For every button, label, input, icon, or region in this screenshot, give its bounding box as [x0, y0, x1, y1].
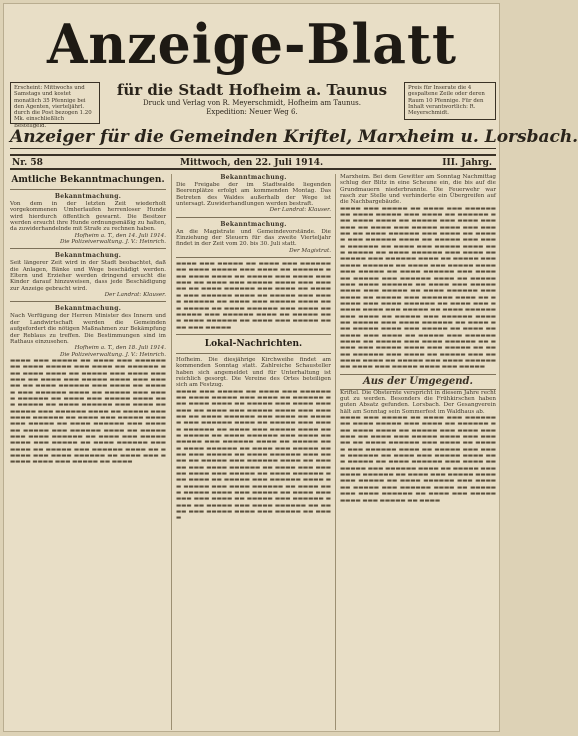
column-3	[335, 174, 496, 730]
notice-text: An die Magistrate und Gemeindevorstände. Die Einziehung der Steuern für das zweite Vierteljahr findet in der Zeit vom 20. bis 30. Juli statt.	[176, 228, 331, 248]
notice-heading: Bekanntmachung.	[54, 193, 122, 200]
issue-number: Nr. 58	[12, 158, 43, 168]
masthead	[12, 14, 492, 76]
divider	[10, 301, 166, 302]
body-text-filler: ▬▬▬▬ ▬▬▬ ▬▬▬▬▬ ▬▬ ▬▬▬▬ ▬▬▬ ▬▬▬▬▬▬ ▬▬ ▬▬▬▬ ▬▬▬▬▬ ▬▬▬ ▬▬▬▬ ▬▬ ▬▬▬▬▬▬ ▬▬▬ ▬▬▬▬ ▬▬▬▬ ▬▬ ▬▬▬▬▬ ▬▬▬ ▬▬▬▬ ▬▬▬▬▬▬ ▬▬ ▬▬▬▬ ▬▬▬ ▬▬▬▬▬ ▬▬▬▬ ▬▬▬ ▬▬▬▬▬ ▬▬ ▬▬▬▬ ▬▬▬▬▬▬ ▬▬▬ ▬▬▬▬ ▬▬ ▬▬▬▬▬ ▬▬▬ ▬▬▬▬▬▬ ▬▬▬▬ ▬▬ ▬▬▬▬▬ ▬▬▬ ▬▬▬▬ ▬▬▬▬▬▬ ▬▬ ▬▬▬▬ ▬▬▬ ▬▬▬▬▬ ▬▬▬▬ ▬▬▬ ▬▬▬▬▬ ▬▬ ▬▬▬▬ ▬▬▬▬▬▬ ▬▬▬ ▬▬▬▬ ▬▬ ▬▬▬▬▬ ▬▬▬ ▬▬▬▬▬▬ ▬▬▬▬ ▬▬ ▬▬▬▬▬ ▬▬▬ ▬▬▬▬ ▬▬▬▬▬▬ ▬▬ ▬▬▬▬ ▬▬▬ ▬▬▬▬▬ ▬▬▬▬ ▬▬▬ ▬▬▬▬▬ ▬▬ ▬▬▬▬ ▬▬▬▬▬▬ ▬▬▬ ▬▬▬▬ ▬▬ ▬▬▬▬▬ ▬▬▬ ▬▬▬▬▬▬ ▬▬▬▬ ▬▬ ▬▬▬▬▬ ▬▬▬ ▬▬▬▬ ▬▬▬▬▬▬ ▬▬ ▬▬▬▬ ▬▬▬ ▬▬▬▬▬ ▬▬▬▬ ▬▬▬ ▬▬▬▬▬ ▬▬ ▬▬▬▬	[340, 415, 496, 504]
dateline	[10, 154, 496, 170]
notice-text: Nach Verfügung der Herren Minister des Innern und der Landwirtschaft werden die Gemeinden aufgefordert die nötigen Maßnahmen zur Bekämpfung der Reblaus zu treffen. Die Bestimmungen sind im Rathaus einzusehen.	[10, 313, 166, 345]
notice-heading: Bekanntmachung.	[54, 305, 122, 313]
notice-signature: Der Landrat: Klauser.	[269, 207, 331, 214]
body-text-filler: ▬▬▬▬ ▬▬▬ ▬▬▬▬▬ ▬▬ ▬▬▬▬ ▬▬▬ ▬▬▬▬▬▬ ▬▬ ▬▬▬▬ ▬▬▬▬▬ ▬▬▬ ▬▬▬▬ ▬▬ ▬▬▬▬▬▬ ▬▬▬ ▬▬▬▬ ▬▬▬▬ ▬▬ ▬▬▬▬▬ ▬▬▬ ▬▬▬▬ ▬▬▬▬▬▬ ▬▬ ▬▬▬▬ ▬▬▬ ▬▬▬▬▬ ▬▬▬▬ ▬▬▬ ▬▬▬▬▬ ▬▬ ▬▬▬▬ ▬▬▬▬▬▬ ▬▬▬ ▬▬▬▬ ▬▬ ▬▬▬▬▬ ▬▬▬ ▬▬▬▬▬▬ ▬▬▬▬ ▬▬ ▬▬▬▬▬ ▬▬▬ ▬▬▬▬ ▬▬▬▬▬▬ ▬▬ ▬▬▬▬ ▬▬▬ ▬▬▬▬▬ ▬▬▬▬ ▬▬▬ ▬▬▬▬▬ ▬▬ ▬▬▬▬ ▬▬▬▬▬▬ ▬▬▬ ▬▬▬▬ ▬▬ ▬▬▬▬▬ ▬▬▬ ▬▬▬▬▬▬ ▬▬▬▬ ▬▬ ▬▬▬▬▬ ▬▬▬ ▬▬▬▬ ▬▬▬▬▬▬ ▬▬ ▬▬▬▬ ▬▬▬ ▬▬▬▬▬ ▬▬▬▬ ▬▬▬ ▬▬▬▬▬ ▬▬ ▬▬▬▬ ▬▬▬▬▬▬ ▬▬▬ ▬▬▬▬ ▬▬ ▬▬▬▬▬ ▬▬▬ ▬▬▬▬▬▬ ▬▬▬▬ ▬▬ ▬▬▬▬▬ ▬▬▬ ▬▬▬▬ ▬▬▬▬▬▬ ▬▬ ▬▬▬▬ ▬▬▬ ▬▬▬▬▬ ▬▬▬▬ ▬▬▬ ▬▬▬▬▬ ▬▬ ▬▬▬▬ ▬▬▬▬▬▬ ▬▬▬ ▬▬▬▬ ▬▬ ▬▬▬▬▬ ▬▬▬ ▬▬▬▬▬▬ ▬▬▬▬ ▬▬ ▬▬▬▬▬ ▬▬▬ ▬▬▬▬ ▬▬▬▬▬▬ ▬▬ ▬▬▬▬ ▬▬▬ ▬▬▬▬▬ ▬▬▬▬ ▬▬▬ ▬▬▬▬▬ ▬▬ ▬▬▬▬	[10, 357, 166, 466]
notice-signature: Der Magistrat.	[289, 247, 331, 254]
issue-date: Mittwoch, den 22. Juli 1914.	[180, 158, 324, 168]
notice-heading: Bekanntmachung.	[54, 252, 122, 260]
section-title: Amtliche Bekanntmachungen.	[11, 175, 165, 185]
section-title: Aus der Umgegend.	[340, 374, 496, 390]
issue-year: III. Jahrg.	[442, 158, 492, 168]
newspaper-page	[3, 3, 578, 732]
body-text-filler: ▬▬▬▬ ▬▬▬ ▬▬▬▬▬ ▬▬ ▬▬▬▬ ▬▬▬ ▬▬▬▬▬▬ ▬▬ ▬▬▬▬ ▬▬▬▬▬ ▬▬▬ ▬▬▬▬ ▬▬ ▬▬▬▬▬▬ ▬▬▬ ▬▬▬▬ ▬▬▬▬ ▬▬ ▬▬▬▬▬ ▬▬▬ ▬▬▬▬ ▬▬▬▬▬▬ ▬▬ ▬▬▬▬ ▬▬▬ ▬▬▬▬▬ ▬▬▬▬ ▬▬▬ ▬▬▬▬▬ ▬▬ ▬▬▬▬ ▬▬▬▬▬▬ ▬▬▬ ▬▬▬▬ ▬▬ ▬▬▬▬▬ ▬▬▬ ▬▬▬▬▬▬ ▬▬▬▬ ▬▬ ▬▬▬▬▬ ▬▬▬ ▬▬▬▬ ▬▬▬▬▬▬ ▬▬ ▬▬▬▬ ▬▬▬ ▬▬▬▬▬ ▬▬▬▬ ▬▬▬ ▬▬▬▬▬ ▬▬ ▬▬▬▬ ▬▬▬▬▬▬ ▬▬▬ ▬▬▬▬ ▬▬ ▬▬▬▬▬ ▬▬▬ ▬▬▬▬▬▬ ▬▬▬▬ ▬▬ ▬▬▬▬▬ ▬▬▬ ▬▬▬▬ ▬▬▬▬▬▬ ▬▬ ▬▬▬▬ ▬▬▬ ▬▬▬▬▬ ▬▬▬▬ ▬▬▬ ▬▬▬▬▬ ▬▬ ▬▬▬▬ ▬▬▬▬▬▬ ▬▬▬ ▬▬▬▬ ▬▬ ▬▬▬▬▬ ▬▬▬ ▬▬▬▬▬▬ ▬▬▬▬ ▬▬ ▬▬▬▬▬ ▬▬▬ ▬▬▬▬ ▬▬▬▬▬▬ ▬▬ ▬▬▬▬ ▬▬▬ ▬▬▬▬▬ ▬▬▬▬ ▬▬▬ ▬▬▬▬▬ ▬▬ ▬▬▬▬ ▬▬▬▬▬▬ ▬▬▬ ▬▬▬▬ ▬▬ ▬▬▬▬▬ ▬▬▬ ▬▬▬▬▬▬ ▬▬▬▬ ▬▬ ▬▬▬▬▬ ▬▬▬ ▬▬▬▬ ▬▬▬▬▬▬ ▬▬ ▬▬▬▬ ▬▬▬ ▬▬▬▬▬ ▬▬▬▬ ▬▬▬ ▬▬▬▬▬ ▬▬ ▬▬▬▬ ▬▬▬▬▬▬ ▬▬▬ ▬▬▬▬ ▬▬ ▬▬▬▬▬ ▬▬▬ ▬▬▬▬▬▬ ▬▬▬▬ ▬▬ ▬▬▬▬▬ ▬▬▬ ▬▬▬▬ ▬▬▬▬▬▬ ▬▬ ▬▬▬▬ ▬▬▬ ▬▬▬▬▬ ▬▬▬▬ ▬▬▬ ▬▬▬▬▬ ▬▬ ▬▬▬▬ ▬▬▬▬▬▬ ▬▬▬ ▬▬▬▬ ▬▬ ▬▬▬▬▬ ▬▬▬ ▬▬▬▬▬▬ ▬▬▬▬ ▬▬ ▬▬▬▬▬ ▬▬▬ ▬▬▬▬ ▬▬▬▬▬▬ ▬▬ ▬▬▬▬ ▬▬▬ ▬▬▬▬▬ ▬▬▬▬ ▬▬▬ ▬▬▬▬▬ ▬▬ ▬▬▬▬ ▬▬▬▬▬▬ ▬▬▬ ▬▬▬▬ ▬▬ ▬▬▬▬▬ ▬▬▬ ▬▬▬▬▬▬ ▬▬▬▬ ▬▬ ▬▬▬▬▬ ▬▬▬ ▬▬▬▬ ▬▬▬▬▬▬ ▬▬ ▬▬▬▬ ▬▬▬ ▬▬▬▬▬ ▬▬▬▬ ▬▬▬ ▬▬▬▬▬	[340, 205, 496, 371]
divider	[176, 257, 331, 258]
notice-heading: Bekanntmachung.	[220, 174, 287, 181]
notice-office: Die Polizeiverwaltung. J. V.: Heinrich.	[60, 351, 166, 358]
body-text-filler: ▬▬▬▬ ▬▬▬ ▬▬▬▬▬ ▬▬ ▬▬▬▬ ▬▬▬ ▬▬▬▬▬▬ ▬▬ ▬▬▬▬ ▬▬▬▬▬ ▬▬▬ ▬▬▬▬ ▬▬ ▬▬▬▬▬▬ ▬▬▬ ▬▬▬▬ ▬▬▬▬ ▬▬ ▬▬▬▬▬ ▬▬▬ ▬▬▬▬ ▬▬▬▬▬▬ ▬▬ ▬▬▬▬ ▬▬▬ ▬▬▬▬▬ ▬▬▬▬ ▬▬▬ ▬▬▬▬▬ ▬▬ ▬▬▬▬ ▬▬▬▬▬▬ ▬▬▬ ▬▬▬▬ ▬▬ ▬▬▬▬▬ ▬▬▬ ▬▬▬▬▬▬ ▬▬▬▬ ▬▬ ▬▬▬▬▬ ▬▬▬ ▬▬▬▬ ▬▬▬▬▬▬ ▬▬ ▬▬▬▬ ▬▬▬ ▬▬▬▬▬ ▬▬▬▬ ▬▬▬ ▬▬▬▬▬ ▬▬ ▬▬▬▬ ▬▬▬▬▬▬ ▬▬▬ ▬▬▬▬ ▬▬ ▬▬▬▬▬ ▬▬▬ ▬▬▬▬▬▬ ▬▬▬▬ ▬▬ ▬▬▬▬▬ ▬▬▬ ▬▬▬▬ ▬▬▬▬▬▬ ▬▬ ▬▬▬▬ ▬▬▬ ▬▬▬▬▬ ▬▬▬▬ ▬▬▬ ▬▬▬▬▬ ▬▬ ▬▬▬▬ ▬▬▬▬▬▬ ▬▬▬ ▬▬▬▬ ▬▬ ▬▬▬▬▬ ▬▬▬ ▬▬▬▬▬▬ ▬▬▬▬ ▬▬ ▬▬▬▬▬ ▬▬▬ ▬▬▬▬ ▬▬▬▬▬▬ ▬▬ ▬▬▬▬ ▬▬▬ ▬▬▬▬▬ ▬▬▬▬ ▬▬▬ ▬▬▬▬▬ ▬▬ ▬▬▬▬ ▬▬▬▬▬▬ ▬▬▬ ▬▬▬▬ ▬▬ ▬▬▬▬▬ ▬▬▬ ▬▬▬▬▬▬ ▬▬▬▬ ▬▬ ▬▬▬▬▬ ▬▬▬ ▬▬▬▬ ▬▬▬▬▬▬ ▬▬ ▬▬▬▬ ▬▬▬ ▬▬▬▬▬ ▬▬▬▬ ▬▬▬ ▬▬▬▬▬ ▬▬ ▬▬▬▬ ▬▬▬▬▬▬ ▬▬▬ ▬▬▬▬ ▬▬ ▬▬▬▬▬ ▬▬▬ ▬▬▬▬▬▬ ▬▬▬▬ ▬▬ ▬▬▬▬▬ ▬▬▬ ▬▬▬▬ ▬▬▬▬▬▬ ▬▬ ▬▬▬▬ ▬▬▬ ▬▬▬▬▬ ▬▬▬▬ ▬▬▬ ▬▬▬▬▬ ▬▬ ▬▬▬▬	[176, 388, 331, 522]
notice-text: Die Freigabe der im Stadtwalde liegenden Beerenplätze erfolgt am kommenden Montag. Das Betreten des Waldes außerhalb der Wege ist untersagt. Zuwiderhandlungen werden bestraft.	[176, 182, 331, 208]
notice-heading: Bekanntmachung.	[220, 220, 287, 228]
divider	[176, 217, 331, 218]
publisher-line: Druck und Verlag von R. Meyerschmidt, Hofheim am Taunus.	[143, 99, 361, 107]
newspaper-title: Anzeige-Blatt	[47, 12, 457, 77]
column-2	[171, 174, 331, 730]
column-1	[10, 174, 166, 730]
section-title: Lokal-Nachrichten.	[204, 338, 303, 349]
divider	[176, 334, 331, 335]
subhead	[10, 81, 496, 129]
expedition-line: Expedition: Neuer Weg 6.	[206, 108, 298, 116]
notice-date: Hofheim a. T., den 18. Juli 1914.	[74, 345, 166, 352]
headline: Anzeiger für die Gemeinden Kriftel, Marxheim u. Lorsbach.	[10, 127, 578, 147]
divider	[10, 189, 166, 190]
notice-date: Hofheim a. T., den 14. Juli 1914.	[74, 232, 166, 239]
notice-office: Die Polizeiverwaltung. J. V.: Heinrich.	[60, 239, 166, 246]
notice-text: Von dem in der letzten Zeit wiederholt vorgekommenen Umherlaufen herrenloser Hunde wird hierdurch öffentlich gewarnt. Die Besitzer werden ersucht ihre Hunde ordnungsmäßig zu halten, da zuwiderhandelnde mit Strafe zu rechnen haben.	[10, 201, 166, 233]
body-text-filler: ▬▬▬▬ ▬▬▬ ▬▬▬▬▬ ▬▬ ▬▬▬▬ ▬▬▬ ▬▬▬▬▬▬ ▬▬ ▬▬▬▬ ▬▬▬▬▬ ▬▬▬ ▬▬▬▬ ▬▬ ▬▬▬▬▬▬ ▬▬▬ ▬▬▬▬ ▬▬▬▬ ▬▬ ▬▬▬▬▬ ▬▬▬ ▬▬▬▬ ▬▬▬▬▬▬ ▬▬ ▬▬▬▬ ▬▬▬ ▬▬▬▬▬ ▬▬▬▬ ▬▬▬ ▬▬▬▬▬ ▬▬ ▬▬▬▬ ▬▬▬▬▬▬ ▬▬▬ ▬▬▬▬ ▬▬ ▬▬▬▬▬ ▬▬▬ ▬▬▬▬▬▬ ▬▬▬▬ ▬▬ ▬▬▬▬▬ ▬▬▬ ▬▬▬▬ ▬▬▬▬▬▬ ▬▬ ▬▬▬▬ ▬▬▬ ▬▬▬▬▬ ▬▬▬▬ ▬▬▬ ▬▬▬▬▬ ▬▬ ▬▬▬▬ ▬▬▬▬▬▬ ▬▬▬ ▬▬▬▬ ▬▬ ▬▬▬▬▬ ▬▬▬ ▬▬▬▬▬▬ ▬▬▬▬ ▬▬ ▬▬▬▬▬ ▬▬▬ ▬▬▬▬ ▬▬▬▬▬▬ ▬▬ ▬▬▬▬ ▬▬▬ ▬▬▬▬▬ ▬▬▬▬ ▬▬▬ ▬▬▬▬▬	[176, 261, 331, 331]
subtitle: für die Stadt Hofheim a. Taunus	[116, 81, 388, 99]
subhead-center	[106, 82, 398, 117]
notice-text: Seit längerer Zeit wird in der Stadt beobachtet, daß die Anlagen, Bänke und Wege beschädigt werden. Eltern und Erzieher werden dringend ersucht die Kinder darauf hinzuweisen, dass jede Beschädigung zur Anzeige gebracht wird.	[10, 260, 166, 292]
price-box: Preis für Inserate die 4 gespaltene Zeile oder deren Raum 10 Pfennige. Für den Inhalt verantwortlich: R. Meyerschmidt.	[404, 82, 496, 120]
divider	[176, 353, 331, 354]
divider	[10, 248, 166, 249]
news-text: Hofheim. Die diesjährige Kirchweihe findet am kommenden Sonntag statt. Zahlreiche Schausteller haben sich angemeldet und für Unterhaltung ist reichlich gesorgt. Die Vereine des Ortes beteiligen sich am Festzug.	[176, 356, 331, 389]
news-text: Kriftel. Die Obsternte verspricht in diesem Jahre recht gut zu werden. Besonders die Frühkirschen haben guten Absatz gefunden. Lorsbach. Der Gesangverein hält am Sonntag sein Sommerfest im Waldhaus ab.	[340, 389, 496, 415]
subscription-box: Erscheint: Mittwochs und Samstags und kostet monatlich 35 Pfennige bei den Agenten, vierteljährl. durch die Post bezogen 1.20 Mk. einschließlich Bestellgeld.	[10, 82, 100, 124]
notice-signature: Der Landrat: Klauser.	[104, 292, 166, 299]
news-text: Marxheim. Bei dem Gewitter am Sonntag Nachmittag schlug der Blitz in eine Scheune ein, die bis auf die Grundmauern niederbrannte. Die Feuerwehr war rasch zur Stelle und verhinderte ein Übergreifen auf die Nachbargebäude.	[340, 174, 496, 206]
